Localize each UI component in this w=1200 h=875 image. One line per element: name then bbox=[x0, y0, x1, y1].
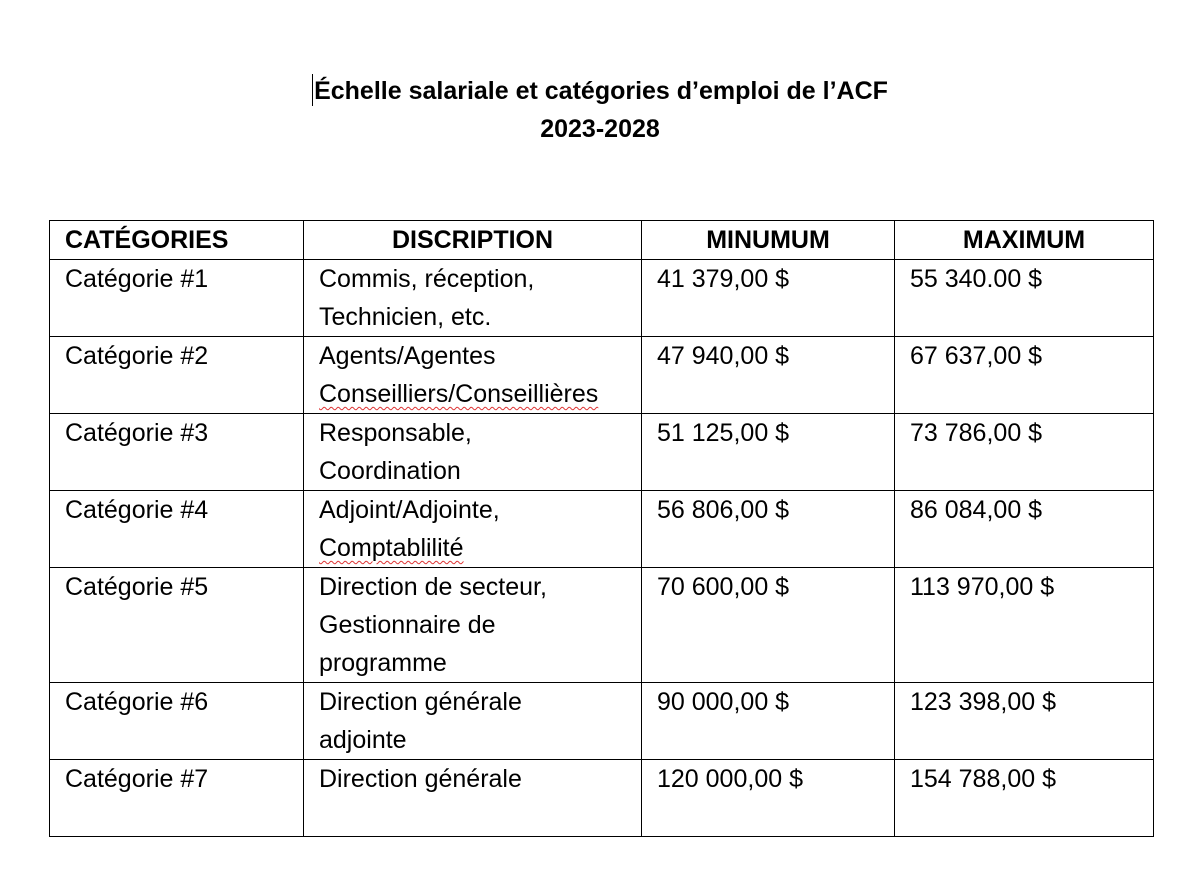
description-line: adjointe bbox=[319, 726, 407, 754]
description-cell bbox=[304, 260, 642, 337]
category-cell: Catégorie #2 bbox=[50, 337, 304, 414]
text-cursor bbox=[312, 74, 313, 106]
table-row bbox=[50, 568, 1154, 683]
table-row bbox=[50, 491, 1154, 568]
maximum-cell: 67 637,00 $ bbox=[895, 337, 1154, 414]
maximum-cell: 113 970,00 $ bbox=[895, 568, 1154, 683]
description-cell bbox=[304, 337, 642, 414]
title-text: Échelle salariale et catégories d’emploi de l’ACF bbox=[314, 77, 888, 105]
description-cell bbox=[304, 414, 642, 491]
misspelled-word: Comptablilité bbox=[319, 534, 464, 562]
description-cell bbox=[304, 568, 642, 683]
header-description: DISCRIPTION bbox=[304, 221, 642, 260]
description-line: Technicien, etc. bbox=[319, 303, 492, 331]
minimum-cell: 56 806,00 $ bbox=[642, 491, 895, 568]
category-cell: Catégorie #4 bbox=[50, 491, 304, 568]
description-line: Direction générale bbox=[319, 765, 522, 793]
minimum-cell: 41 379,00 $ bbox=[642, 260, 895, 337]
table-row bbox=[50, 683, 1154, 760]
minimum-cell: 120 000,00 $ bbox=[642, 760, 895, 837]
category-cell: Catégorie #6 bbox=[50, 683, 304, 760]
category-cell: Catégorie #3 bbox=[50, 414, 304, 491]
description-line: programme bbox=[319, 649, 447, 677]
document-title bbox=[0, 72, 1200, 148]
table-row bbox=[50, 760, 1154, 837]
maximum-cell: 86 084,00 $ bbox=[895, 491, 1154, 568]
header-maximum: MAXIMUM bbox=[895, 221, 1154, 260]
description-line: Adjoint/Adjointe, bbox=[319, 496, 500, 524]
maximum-cell: 123 398,00 $ bbox=[895, 683, 1154, 760]
title-line-1 bbox=[0, 72, 1200, 110]
minimum-cell: 90 000,00 $ bbox=[642, 683, 895, 760]
description-line: Gestionnaire de bbox=[319, 611, 496, 639]
salary-table bbox=[49, 220, 1154, 837]
description-line: Agents/Agentes bbox=[319, 342, 496, 370]
description-cell bbox=[304, 683, 642, 760]
description-cell bbox=[304, 491, 642, 568]
maximum-cell: 154 788,00 $ bbox=[895, 760, 1154, 837]
title-years: 2023-2028 bbox=[540, 115, 660, 143]
description-line: Coordination bbox=[319, 457, 461, 485]
maximum-cell: 73 786,00 $ bbox=[895, 414, 1154, 491]
table-row bbox=[50, 414, 1154, 491]
description-cell bbox=[304, 760, 642, 837]
description-line: Direction générale bbox=[319, 688, 522, 716]
description-line-misspelled: Conseilliers/Conseillières bbox=[319, 380, 599, 408]
category-cell: Catégorie #7 bbox=[50, 760, 304, 837]
header-categories: CATÉGORIES bbox=[50, 221, 304, 260]
category-cell: Catégorie #5 bbox=[50, 568, 304, 683]
header-minimum: MINUMUM bbox=[642, 221, 895, 260]
minimum-cell: 70 600,00 $ bbox=[642, 568, 895, 683]
description-line: Direction de secteur, bbox=[319, 573, 547, 601]
table-row bbox=[50, 260, 1154, 337]
maximum-cell: 55 340.00 $ bbox=[895, 260, 1154, 337]
description-line: Responsable, bbox=[319, 419, 472, 447]
table-row bbox=[50, 337, 1154, 414]
description-line-misspelled bbox=[319, 529, 641, 567]
minimum-cell: 47 940,00 $ bbox=[642, 337, 895, 414]
description-line: Commis, réception, bbox=[319, 265, 535, 293]
table-header-row bbox=[50, 221, 1154, 260]
category-cell: Catégorie #1 bbox=[50, 260, 304, 337]
minimum-cell: 51 125,00 $ bbox=[642, 414, 895, 491]
